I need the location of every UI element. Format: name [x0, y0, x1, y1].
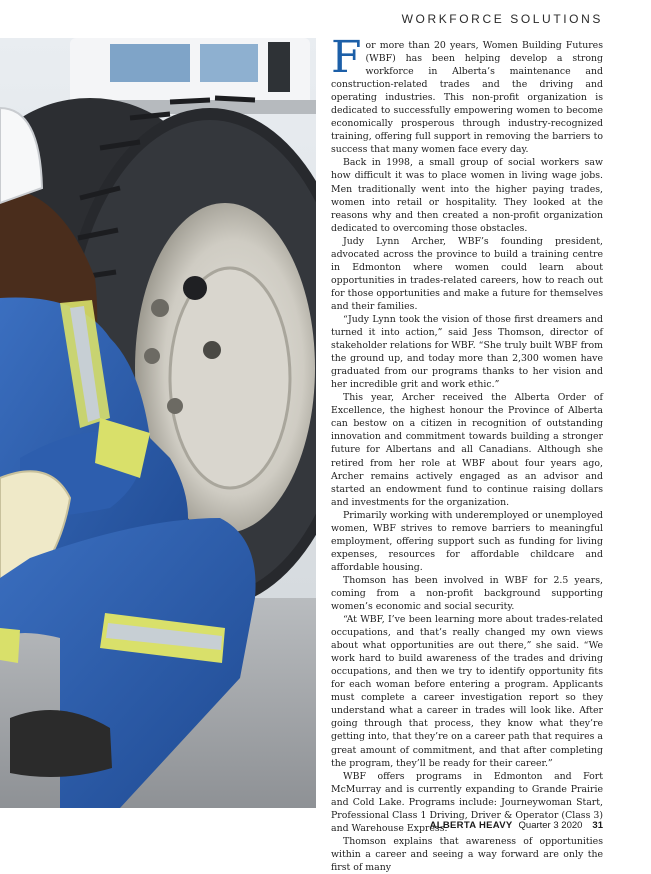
drop-cap: F [331, 32, 362, 83]
article-paragraph: WBF offers programs in Edmonton and Fort McMurray and is currently expanding to Grande Prairie and Cold Lake. Programs include: Journeywoman Start, Professional Class 1 Driving, Driver & Operator (Class 3) and Warehouse Express. [331, 770, 603, 834]
page-footer [430, 820, 603, 831]
article-paragraph: Thomson explains that awareness of opportunities within a career and seeing a way forward are only the first of many [331, 835, 603, 873]
article-body [331, 32, 603, 874]
issue-label: Quarter 3 2020 [518, 820, 583, 831]
article-paragraph: Primarily working with underemployed or unemployed women, WBF strives to remove barriers to meaningful employment, offering support such as funding for living expenses, resources for affordable childcare and affordable housing. [331, 509, 603, 573]
article-paragraph: “Judy Lynn took the vision of those first dreamers and turned it into action,” said Jess Thomson, director of stakeholder relations for WBF. “She truly built WBF from the ground up, and today more than 2,300 women have graduated from our programs thanks to her vision and her incredible grit and work ethic.” [331, 313, 603, 391]
section-label: WORKFORCE SOLUTIONS [401, 12, 603, 26]
paragraph-text: or more than 20 years, Women Building Futures (WBF) has been helping develop a strong workforce in Alberta’s maintenance and construction-related trades and the driving and operating industries. This non-profit organization is dedicated to successfully empowering women to become economically prosperous through industry-recognized training, offering full support in removing the barriers to success that many women face every day. [331, 40, 603, 156]
page-number: 31 [592, 820, 603, 831]
worker-photo-illustration [0, 38, 316, 808]
article-paragraph: Back in 1998, a small group of social workers saw how difficult it was to place women in living wage jobs. Men traditionally went into the higher paying trades, women into retail or hospitality. They looked at the reasons why and then created a non-profit organization dedicated to overcoming those obstacles. [331, 157, 603, 234]
magazine-name: ALBERTA HEAVY [429, 820, 513, 831]
article-paragraph: This year, Archer received the Alberta Order of Excellence, the highest honour the Province of Alberta can bestow on a citizen in recognition of outstanding innovation and commitment towards building a stronger future for Albertans and all Canadians. Although she retired from her role at WBF about four years ago, Archer remains actively engaged as an advisor and started an endowment fund to continue raising dollars and investments for the organization. [331, 392, 603, 508]
article-paragraph: “At WBF, I’ve been learning more about trades-related occupations, and that’s really changed my own views about what opportunities are out there,” she said. “We work hard to build awareness of the trades and driving occupations, and then we try to identify opportunity fits for each woman before entering a program. Applicants must complete a career investigation report so they understand what a career in trades will look like. After going through that process, they know what they’re getting into, that they’re on a career path that requires a great amount of commitment, and that after completing the program, they’ll be ready for their career.” [331, 614, 603, 769]
article-paragraph: Thomson has been involved in WBF for 2.5 years, coming from a non-profit background supporting women’s economic and social security. [331, 574, 603, 613]
article-paragraph: Judy Lynn Archer, WBF’s founding president, advocated across the province to build a training centre in Edmonton where women could learn about opportunities in trades-related careers, how to reach out for those opportunities and make a future for themselves and their families. [331, 235, 603, 312]
article-photo [0, 38, 316, 808]
article-paragraph [331, 32, 603, 156]
